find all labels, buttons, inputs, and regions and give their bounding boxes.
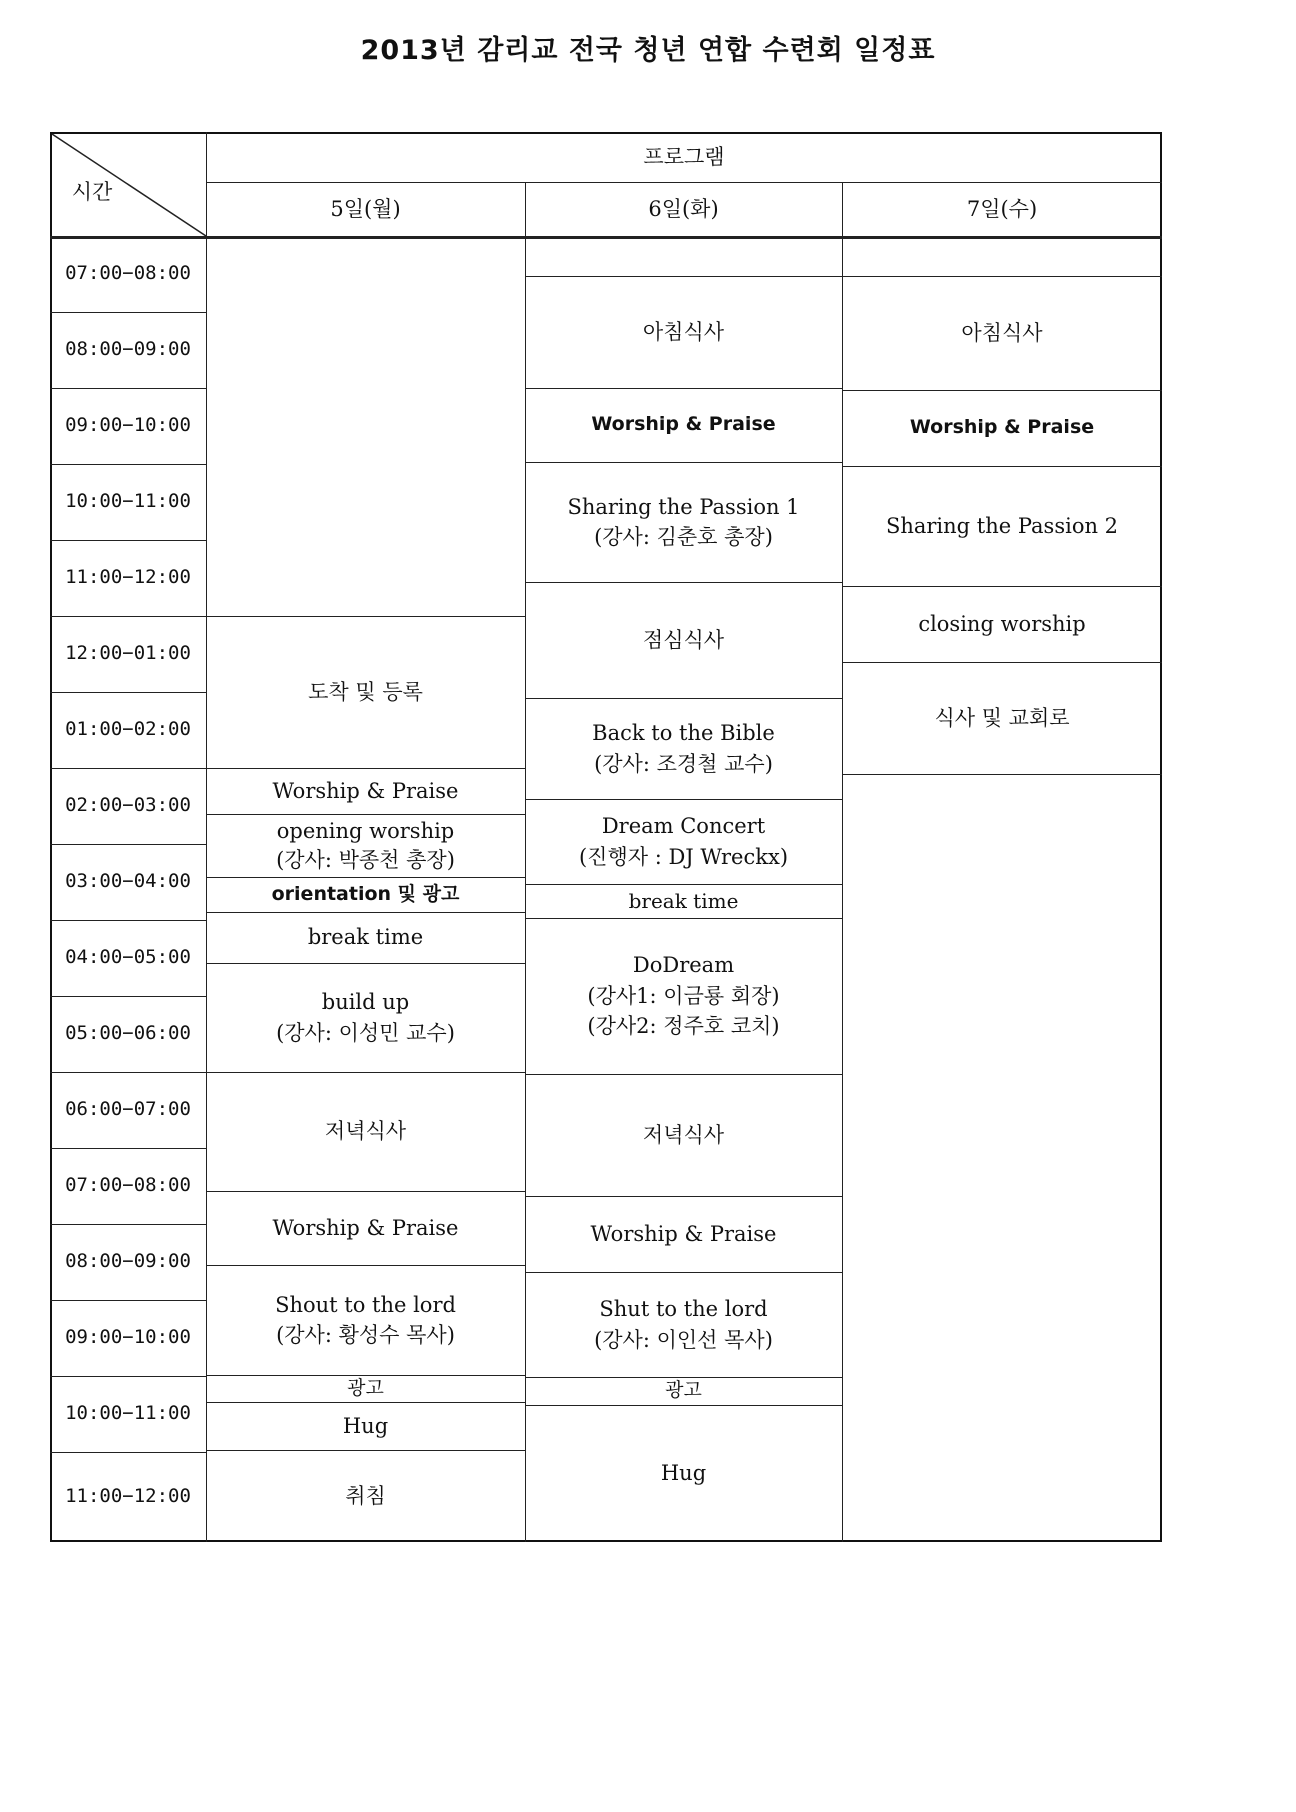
time-slot: 04:00−05:00	[65, 946, 191, 969]
concert-event	[525, 799, 842, 884]
time-slot: 08:00−09:00	[65, 1250, 191, 1273]
break-event: break time	[307, 925, 424, 950]
notice-event: 광고	[347, 1376, 384, 1399]
event-speaker: (강사: 조경철 교수)	[594, 751, 773, 776]
day-header-tue: 6일(화)	[648, 196, 719, 221]
time-slot: 10:00−11:00	[65, 490, 191, 513]
event-speaker: (강사: 이인선 목사)	[594, 1327, 773, 1352]
event-title: Dream Concert	[601, 814, 766, 839]
time-slot: 07:00−08:00	[65, 262, 191, 285]
event-speaker: (강사: 김춘호 총장)	[594, 525, 773, 549]
orientation-event: orientation 및 광고	[271, 882, 460, 905]
notice-event: 광고	[665, 1379, 702, 1402]
dodream-event	[525, 918, 842, 1074]
event-speaker: (강사: 박종천 총장)	[276, 847, 455, 872]
dinner-event: 저녁식사	[324, 1119, 407, 1144]
breakfast-event: 아침식사	[642, 319, 725, 344]
lunch-event: 점심식사	[642, 627, 725, 652]
sharing-passion-event: Sharing the Passion 2	[885, 513, 1119, 538]
time-slot: 12:00−01:00	[65, 642, 191, 665]
day-header-wed: 7일(수)	[966, 196, 1038, 221]
time-slot: 11:00−12:00	[65, 1485, 191, 1508]
closing-worship-event: closing worship	[918, 611, 1086, 636]
program-header: 프로그램	[643, 144, 725, 169]
event-title: DoDream	[632, 953, 735, 978]
event-title: build up	[321, 990, 410, 1015]
event-title: Shut to the lord	[599, 1297, 768, 1322]
event-speaker: (강사2: 정주호 코치)	[587, 1014, 780, 1039]
event-title: Back to the Bible	[592, 721, 775, 746]
worship-event: Worship & Praise	[591, 413, 776, 436]
time-slot: 07:00−08:00	[65, 1174, 191, 1197]
shout-event	[206, 1265, 525, 1375]
event-title: Sharing the Passion 1	[567, 494, 800, 519]
dinner-event: 저녁식사	[642, 1122, 725, 1147]
day-header-mon: 5일(월)	[330, 196, 401, 221]
sharing-passion-event	[525, 462, 842, 582]
worship-event: Worship & Praise	[909, 416, 1095, 439]
event-speaker: (강사: 이성민 교수)	[276, 1020, 455, 1045]
time-slot: 11:00−12:00	[65, 566, 191, 589]
event-speaker: (강사: 황성수 목사)	[276, 1323, 455, 1347]
worship-event: Worship & Praise	[272, 778, 459, 803]
breakfast-event: 아침식사	[961, 320, 1043, 345]
opening-worship-event	[206, 814, 525, 877]
time-header: 시간	[71, 179, 113, 204]
buildup-event	[206, 963, 525, 1072]
time-slot: 09:00−10:00	[65, 1326, 191, 1349]
event-speaker: (진행자 : DJ Wreckx)	[578, 844, 789, 869]
time-slot: 10:00−11:00	[65, 1402, 191, 1425]
event-speaker: (강사1: 이금룡 회장)	[587, 983, 780, 1008]
time-slot: 02:00−03:00	[65, 794, 191, 817]
event-title: opening worship	[276, 819, 455, 844]
bible-event	[525, 698, 842, 799]
worship-event: Worship & Praise	[590, 1221, 777, 1246]
time-slot: 09:00−10:00	[65, 414, 191, 437]
arrival-event: 도착 및 등록	[308, 679, 423, 704]
hug-event: Hug	[342, 1413, 389, 1438]
schedule-table	[50, 132, 1162, 1542]
break-event: break time	[628, 888, 739, 913]
time-slot: 01:00−02:00	[65, 718, 191, 741]
sleep-event: 취침	[345, 1483, 386, 1508]
worship-event: Worship & Praise	[272, 1215, 459, 1240]
shut-event	[525, 1272, 842, 1377]
hug-event: Hug	[660, 1461, 707, 1486]
time-slot: 03:00−04:00	[65, 870, 191, 893]
meal-event: 식사 및 교회로	[934, 705, 1070, 730]
page-title: 2013년 감리교 전국 청년 연합 수련회 일정표	[360, 35, 936, 66]
time-slot: 05:00−06:00	[65, 1022, 191, 1045]
time-slot: 08:00−09:00	[65, 338, 191, 361]
time-slot: 06:00−07:00	[65, 1098, 191, 1121]
event-title: Shout to the lord	[275, 1292, 456, 1317]
